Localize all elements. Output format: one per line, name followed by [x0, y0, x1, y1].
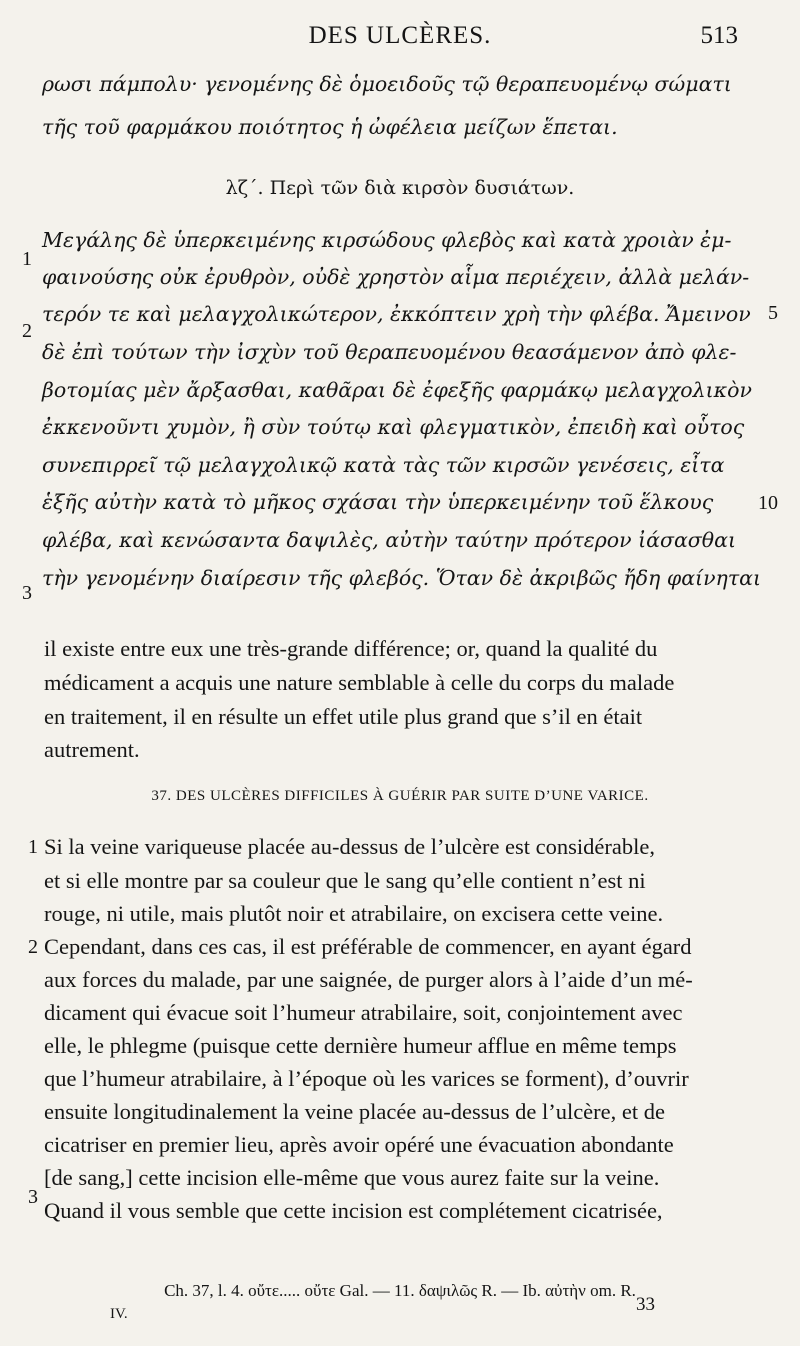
- french-body-line: elle, le phlegme (puisque cette dernière humeur afflue en même temps: [44, 1033, 677, 1058]
- greek-body-line: ἑξῆς αὐτὴν κατὰ τὸ μῆκος σχάσαι τὴν ὑπερκειμένην τοῦ ἕλκους: [42, 490, 714, 514]
- french-body-line: Cependant, dans ces cas, il est préférable de commencer, en ayant égard: [44, 934, 692, 959]
- french-body-line: Quand il vous semble que cette incision est complétement cicatrisée,: [44, 1198, 663, 1223]
- french-paragraph-number: 2: [28, 936, 38, 958]
- french-paragraph-number: 3: [28, 1186, 38, 1208]
- greek-paragraph-number: 1: [22, 248, 32, 270]
- french-body-line: que l’humeur atrabilaire, à l’époque où les varices se forment), d’ouvrir: [44, 1066, 689, 1091]
- greek-body-line: ἐκκενοῦντι χυμὸν, ἢ σὺν τούτῳ καὶ φλεγματικὸν, ἐπειδὴ καὶ οὗτος: [42, 415, 745, 439]
- french-line: médicament a acquis une nature semblable à celle du corps du malade: [44, 670, 675, 695]
- greek-body-line: βοτομίας μὲν ἄρξασθαι, καθᾶραι δὲ ἐφεξῆς φαρμάκῳ μελαγχολικὸν: [42, 378, 752, 402]
- greek-body-line: φλέβα, καὶ κενώσαντα δαψιλὲς, αὐτὴν ταύτην πρότερον ἰάσασθαι: [42, 528, 737, 552]
- volume-signature: IV.: [110, 1306, 128, 1322]
- french-paragraph-number: 1: [28, 836, 38, 858]
- greek-body-line: δὲ ἐπὶ τούτων τὴν ἰσχὺν τοῦ θεραπευομένου θεασάμενον ἀπὸ φλε-: [42, 340, 737, 364]
- french-body-line: cicatriser en premier lieu, après avoir opéré une évacuation abondante: [44, 1132, 674, 1157]
- greek-line: ρωσι πάμπολυ· γενομένης δὲ ὁμοειδοῦς τῷ θεραπευομένῳ σώματι: [42, 72, 732, 96]
- french-chapter-heading: 37. DES ULCÈRES DIFFICILES À GUÉRIR PAR SUITE D’UNE VARICE.: [151, 788, 649, 804]
- greek-line: τῆς τοῦ φαρμάκου ποιότητος ἡ ὠφέλεια μείζων ἕπεται.: [42, 115, 618, 139]
- page-number: 513: [700, 22, 738, 49]
- greek-body-line: Μεγάλης δὲ ὑπερκειμένης κιρσώδους φλεβὸς καὶ κατὰ χροιὰν ἐμ-: [42, 228, 732, 252]
- french-line: autrement.: [44, 737, 140, 762]
- greek-body-line: συνεπιρρεῖ τῷ μελαγχολικῷ κατὰ τὰς τῶν κιρσῶν γενέσεις, εἶτα: [42, 453, 725, 477]
- greek-body-line: τὴν γενομένην διαίρεσιν τῆς φλεβός. Ὅταν δὲ ἀκριβῶς ἤδη φαίνηται: [42, 566, 762, 590]
- french-body-line: aux forces du malade, par une saignée, de purger alors à l’aide d’un mé-: [44, 967, 693, 992]
- french-body-line: rouge, ni utile, mais plutôt noir et atrabilaire, on excisera cette veine.: [44, 901, 664, 926]
- greek-body-line: φαινούσης οὐκ ἐρυθρὸν, οὐδὲ χρηστὸν αἷμα περιέχειν, ἀλλὰ μελάν-: [42, 265, 750, 289]
- french-line: en traitement, il en résulte un effet utile plus grand que s’il en était: [44, 704, 643, 729]
- sheet-number: 33: [636, 1294, 655, 1315]
- greek-body-line: τερόν τε καὶ μελαγχολικώτερον, ἐκκόπτειν χρὴ τὴν φλέβα. Ἄμεινον: [42, 302, 751, 326]
- greek-chapter-heading: λζ΄. Περὶ τῶν διὰ κιρσὸν δυσιάτων.: [225, 177, 575, 199]
- line-number-marker: 5: [768, 302, 778, 324]
- french-body-line: Si la veine variqueuse placée au-dessus de l’ulcère est considérable,: [44, 834, 655, 859]
- french-body-line: ensuite longitudinalement la veine placée au-dessus de l’ulcère, et de: [44, 1099, 666, 1124]
- running-header-title: DES ULCÈRES.: [308, 22, 492, 49]
- french-body-line: et si elle montre par sa couleur que le sang qu’elle contient n’est ni: [44, 868, 646, 893]
- greek-paragraph-number: 2: [22, 320, 32, 342]
- french-line: il existe entre eux une très-grande différence; or, quand la qualité du: [44, 636, 658, 661]
- greek-paragraph-number: 3: [22, 582, 32, 604]
- french-body-line: dicament qui évacue soit l’humeur atrabilaire, soit, conjointement avec: [44, 1000, 683, 1025]
- french-body-line: [de sang,] cette incision elle-même que vous aurez faite sur la veine.: [44, 1165, 660, 1190]
- line-number-marker: 10: [758, 492, 778, 514]
- footnote: Ch. 37, l. 4. οὔτε..... οὔτε Gal. — 11. δαψιλῶς R. — Ib. αὐτὴν om. R.: [164, 1281, 636, 1300]
